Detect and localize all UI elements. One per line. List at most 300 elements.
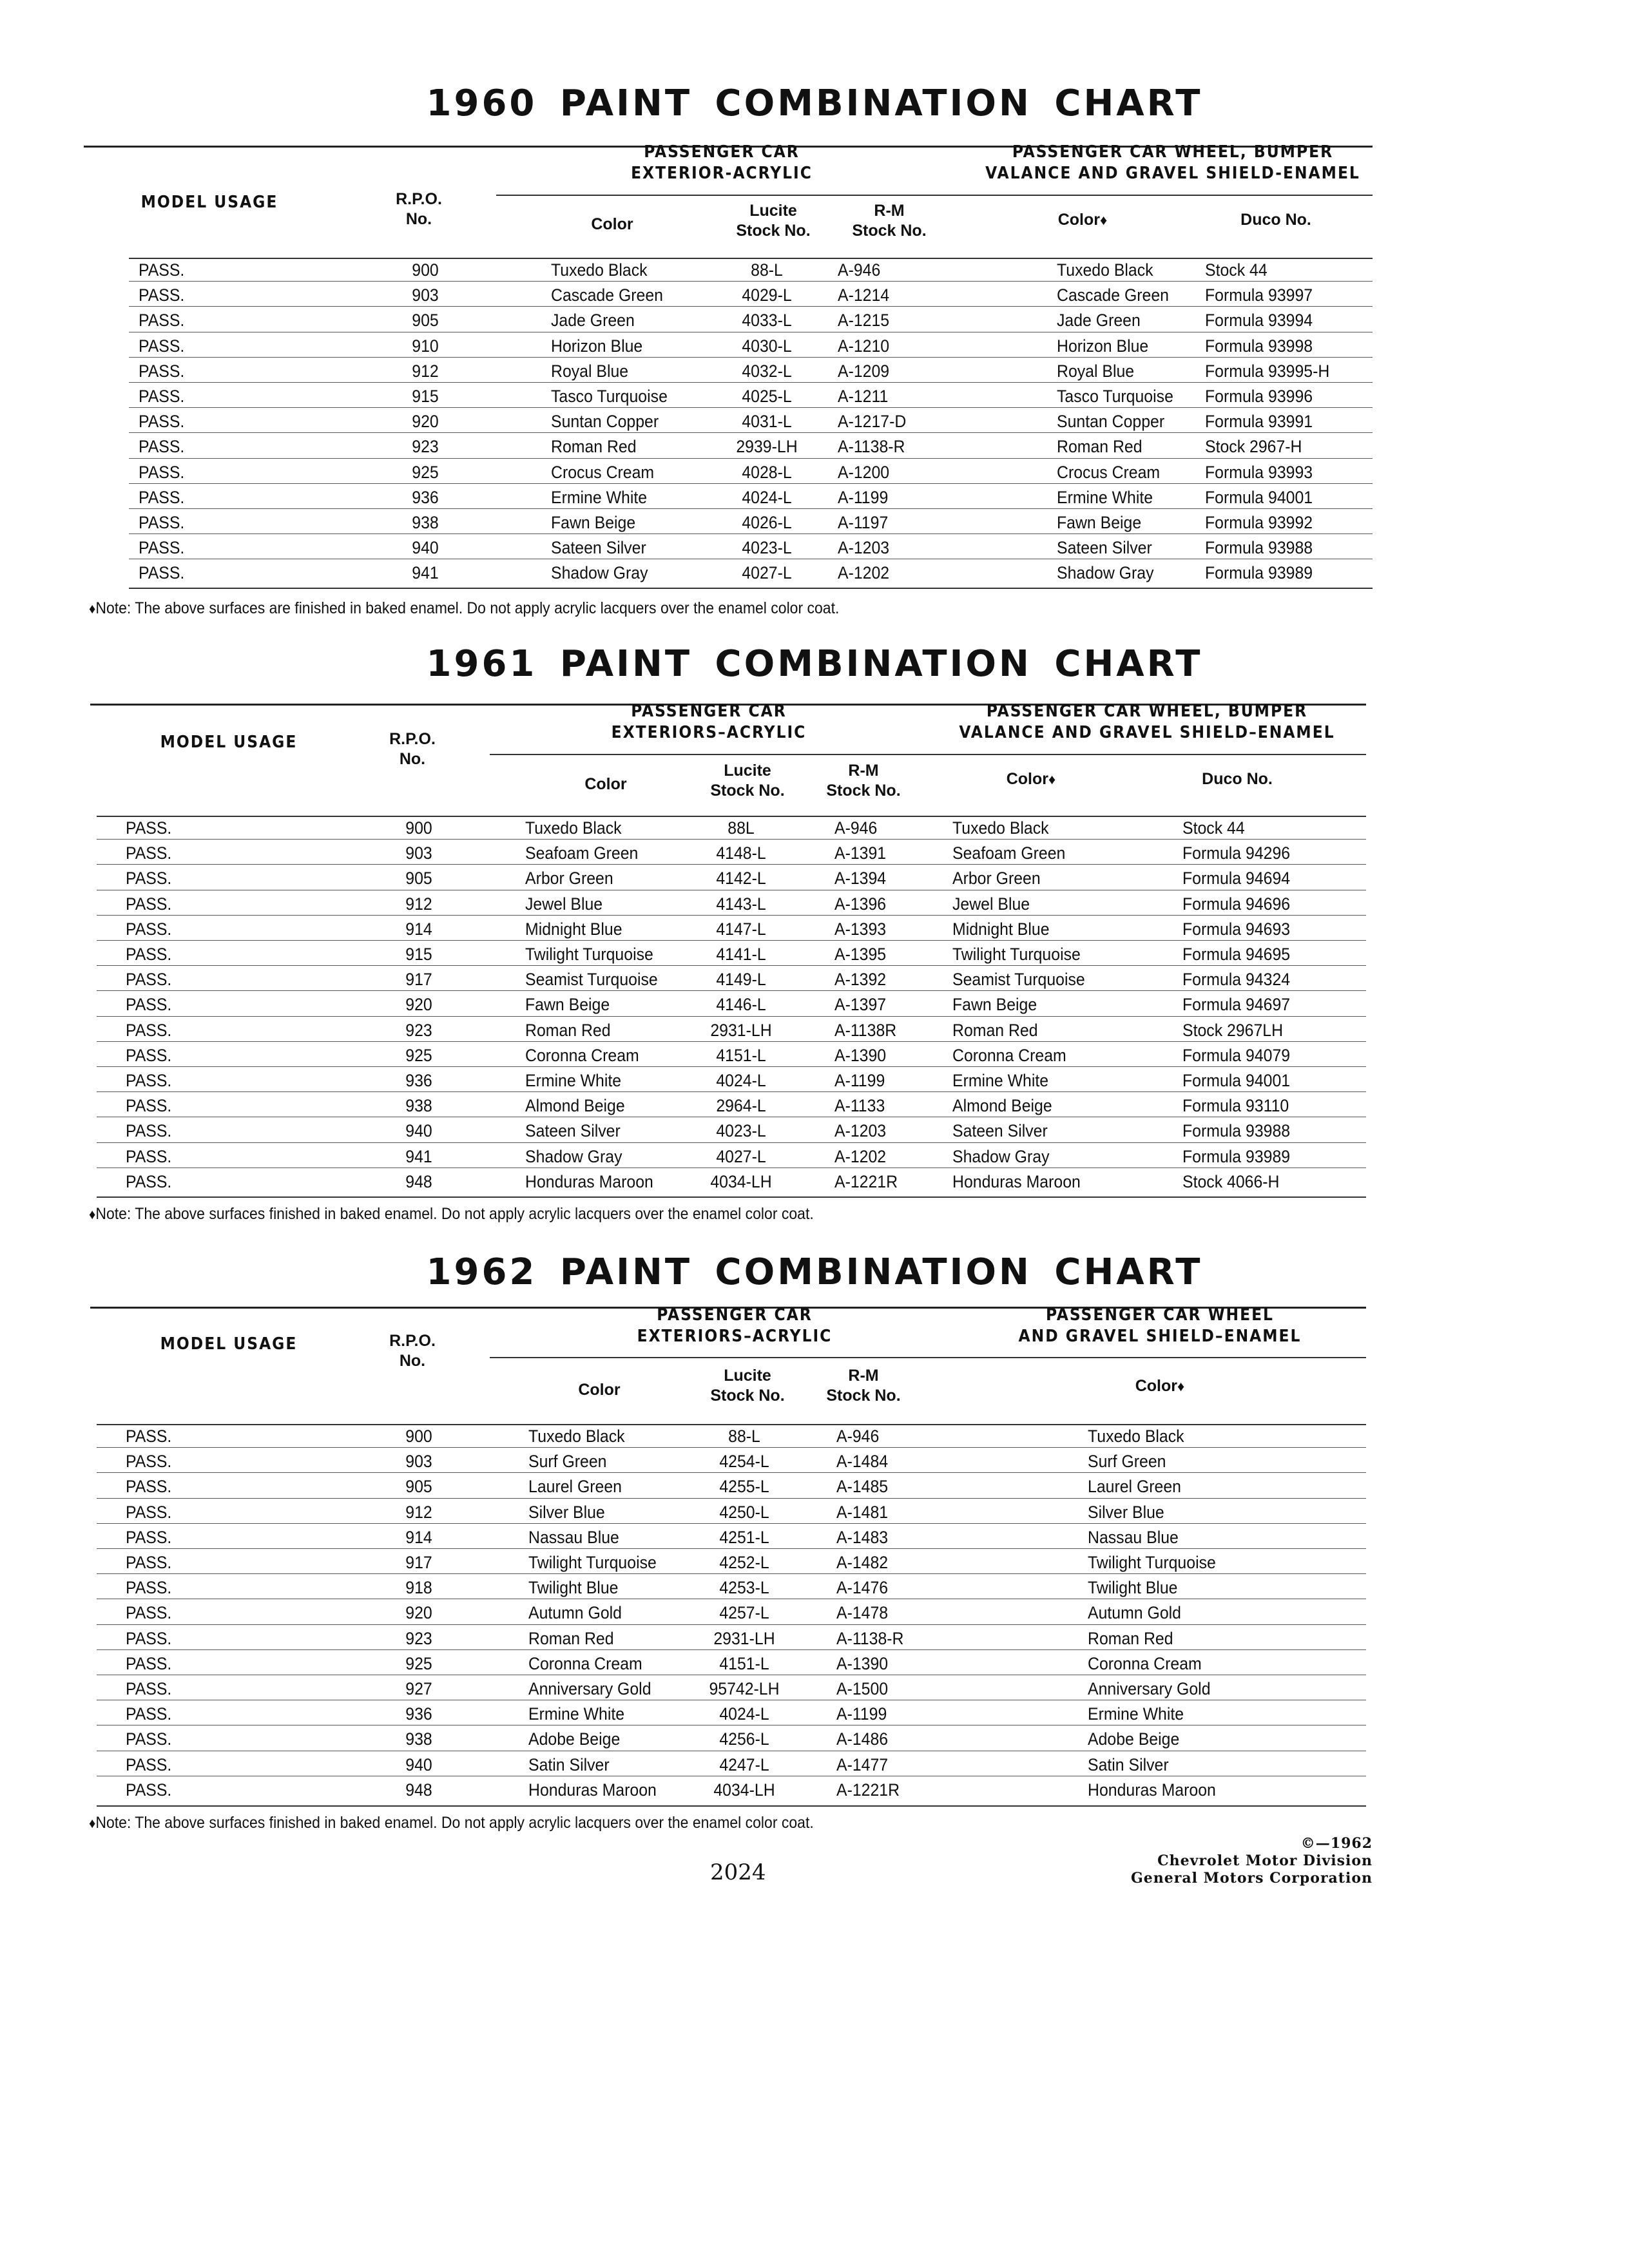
cell-rm-stock-no: A-946 — [836, 1427, 880, 1446]
divider — [97, 1805, 1366, 1807]
cell-lucite-stock-no: 4032-L — [742, 361, 792, 381]
cell-color: Seafoam Green — [525, 843, 639, 863]
cell-enamel-color: Roman Red — [1088, 1628, 1173, 1648]
cell-enamel-color: Ermine White — [952, 1071, 1049, 1090]
cell-lucite-stock-no: 4253-L — [719, 1578, 769, 1598]
cell-duco-no: Formula 94695 — [1182, 945, 1291, 964]
group-header-wheel: PASSENGER CAR WHEEL, BUMPER VALANCE AND GRAVEL SHIELD–ENAMEL — [959, 702, 1335, 742]
cell-model-usage: PASS. — [139, 336, 185, 356]
cell-rpo-no: 900 — [405, 1427, 432, 1446]
cell-rpo-no: 927 — [405, 1679, 432, 1698]
cell-lucite-stock-no: 4250-L — [719, 1502, 769, 1522]
table-row — [0, 1599, 1629, 1624]
cell-model-usage: PASS. — [126, 869, 172, 889]
cell-rpo-no: 903 — [405, 843, 432, 863]
cell-rm-stock-no: A-1209 — [838, 361, 890, 381]
cell-lucite-stock-no: 2964-L — [716, 1096, 766, 1116]
cell-model-usage: PASS. — [126, 919, 172, 939]
cell-model-usage: PASS. — [139, 311, 185, 331]
cell-rm-stock-no: A-1221R — [836, 1780, 900, 1800]
col-header-rm: R-M Stock No. — [852, 202, 927, 240]
cell-enamel-color: Anniversary Gold — [1088, 1679, 1211, 1698]
cell-enamel-color: Adobe Beige — [1088, 1729, 1180, 1749]
cell-rm-stock-no: A-1477 — [836, 1754, 889, 1774]
cell-duco-no: Stock 44 — [1182, 818, 1245, 838]
cell-model-usage: PASS. — [126, 1603, 172, 1623]
cell-duco-no: Formula 93995-H — [1205, 361, 1330, 381]
cell-enamel-color: Surf Green — [1088, 1452, 1166, 1472]
cell-model-usage: PASS. — [139, 437, 185, 457]
cell-rm-stock-no: A-1203 — [834, 1121, 887, 1141]
cell-enamel-color: Silver Blue — [1088, 1502, 1164, 1522]
cell-color: Fawn Beige — [551, 513, 636, 532]
cell-rm-stock-no: A-1395 — [834, 945, 887, 964]
diamond-icon: ♦ — [1048, 771, 1056, 787]
cell-rm-stock-no: A-1199 — [838, 487, 889, 507]
cell-rm-stock-no: A-1200 — [838, 462, 890, 482]
cell-enamel-color: Roman Red — [1057, 437, 1142, 457]
cell-model-usage: PASS. — [126, 1527, 172, 1547]
cell-enamel-color: Midnight Blue — [952, 919, 1050, 939]
cell-rm-stock-no: A-1133 — [834, 1096, 885, 1116]
cell-lucite-stock-no: 4030-L — [742, 336, 792, 356]
cell-rpo-no: 923 — [405, 1020, 432, 1040]
cell-model-usage: PASS. — [126, 818, 172, 838]
cell-color: Silver Blue — [528, 1502, 605, 1522]
cell-lucite-stock-no: 4028-L — [742, 462, 792, 482]
cell-rm-stock-no: A-1199 — [836, 1704, 887, 1724]
cell-color: Suntan Copper — [551, 412, 659, 432]
cell-model-usage: PASS. — [126, 1171, 172, 1191]
cell-color: Midnight Blue — [525, 919, 622, 939]
cell-rm-stock-no: A-1500 — [836, 1679, 889, 1698]
cell-color: Almond Beige — [525, 1096, 625, 1116]
cell-rpo-no: 938 — [412, 513, 439, 532]
cell-rpo-no: 948 — [405, 1171, 432, 1191]
cell-enamel-color: Ermine White — [1057, 487, 1153, 507]
cell-enamel-color: Twilight Turquoise — [952, 945, 1081, 964]
note: ♦Note: The above surfaces are finished in baked enamel. Do not apply acrylic lacquers over the enamel color coat. — [89, 599, 840, 617]
cell-color: Twilight Turquoise — [525, 945, 653, 964]
cell-rpo-no: 910 — [412, 336, 439, 356]
table-row — [0, 1448, 1629, 1473]
cell-lucite-stock-no: 4142-L — [716, 869, 766, 889]
cell-lucite-stock-no: 4254-L — [719, 1452, 769, 1472]
cell-duco-no: Formula 93110 — [1182, 1096, 1289, 1116]
cell-color: Twilight Turquoise — [528, 1553, 657, 1572]
cell-model-usage: PASS. — [126, 1780, 172, 1800]
col-header-color: Color — [591, 215, 633, 233]
cell-rm-stock-no: A-1476 — [836, 1578, 889, 1598]
cell-model-usage: PASS. — [126, 1146, 172, 1166]
cell-color: Roman Red — [525, 1020, 611, 1040]
group-header-wheel: PASSENGER CAR WHEEL AND GRAVEL SHIELD–ENAMEL — [1018, 1305, 1302, 1346]
cell-rpo-no: 914 — [405, 1527, 432, 1547]
cell-color: Cascade Green — [551, 285, 663, 305]
cell-color: Royal Blue — [551, 361, 629, 381]
cell-duco-no: Formula 93996 — [1205, 387, 1313, 406]
col-header-lucite: Lucite Stock No. — [736, 202, 811, 240]
table-row — [0, 1574, 1629, 1599]
cell-rpo-no: 941 — [412, 563, 439, 583]
cell-color: Satin Silver — [528, 1754, 610, 1774]
cell-model-usage: PASS. — [126, 995, 172, 1015]
cell-rpo-no: 925 — [405, 1045, 432, 1065]
cell-color: Ermine White — [528, 1704, 625, 1724]
cell-enamel-color: Arbor Green — [952, 869, 1041, 889]
cell-lucite-stock-no: 2939-LH — [736, 437, 798, 457]
cell-model-usage: PASS. — [139, 412, 185, 432]
cell-model-usage: PASS. — [139, 361, 185, 381]
cell-rpo-no: 940 — [405, 1754, 432, 1774]
cell-enamel-color: Tuxedo Black — [1057, 260, 1153, 280]
note: ♦Note: The above surfaces finished in baked enamel. Do not apply acrylic lacquers over the enamel color coat. — [89, 1814, 814, 1832]
cell-rm-stock-no: A-1478 — [836, 1603, 889, 1623]
cell-rm-stock-no: A-1210 — [838, 336, 890, 356]
cell-duco-no: Formula 93993 — [1205, 462, 1313, 482]
cell-duco-no: Formula 93994 — [1205, 311, 1313, 331]
cell-rpo-no: 941 — [405, 1146, 432, 1166]
cell-rm-stock-no: A-1197 — [838, 513, 889, 532]
cell-color: Roman Red — [528, 1628, 614, 1648]
cell-lucite-stock-no: 4024-L — [742, 487, 792, 507]
cell-rpo-no: 917 — [405, 970, 432, 990]
cell-rm-stock-no: A-1221R — [834, 1171, 898, 1191]
cell-rpo-no: 900 — [405, 818, 432, 838]
cell-lucite-stock-no: 4256-L — [719, 1729, 769, 1749]
cell-rm-stock-no: A-1138-R — [836, 1628, 904, 1648]
cell-enamel-color: Ermine White — [1088, 1704, 1184, 1724]
cell-enamel-color: Sateen Silver — [952, 1121, 1048, 1141]
col-header-lucite: Lucite Stock No. — [710, 1367, 785, 1405]
cell-color: Autumn Gold — [528, 1603, 622, 1623]
cell-rpo-no: 900 — [412, 260, 439, 280]
col-header-model-usage: MODEL USAGE — [160, 1334, 298, 1354]
cell-model-usage: PASS. — [139, 387, 185, 406]
table-row — [0, 1725, 1629, 1751]
table-row — [0, 1776, 1629, 1802]
cell-rpo-no: 915 — [412, 387, 439, 406]
cell-lucite-stock-no: 4255-L — [719, 1477, 769, 1497]
col-header-rpo: R.P.O. No. — [389, 730, 436, 768]
cell-model-usage: PASS. — [126, 1477, 172, 1497]
col-header-lucite: Lucite Stock No. — [710, 762, 785, 800]
cell-color: Coronna Cream — [525, 1045, 639, 1065]
cell-rpo-no: 940 — [405, 1121, 432, 1141]
cell-enamel-color: Laurel Green — [1088, 1477, 1182, 1497]
cell-lucite-stock-no: 4148-L — [716, 843, 766, 863]
cell-color: Adobe Beige — [528, 1729, 621, 1749]
chart-title: 1962 PAINT COMBINATION CHART — [426, 1251, 1203, 1293]
cell-duco-no: Formula 94001 — [1182, 1071, 1291, 1090]
cell-model-usage: PASS. — [126, 970, 172, 990]
table-row — [0, 1625, 1629, 1650]
cell-enamel-color: Tasco Turquoise — [1057, 387, 1173, 406]
cell-enamel-color: Horizon Blue — [1057, 336, 1149, 356]
table-row — [0, 1549, 1629, 1574]
cell-lucite-stock-no: 4023-L — [716, 1121, 766, 1141]
cell-lucite-stock-no: 95742-LH — [709, 1679, 780, 1698]
cell-model-usage: PASS. — [126, 894, 172, 914]
cell-rm-stock-no: A-1215 — [838, 311, 890, 331]
cell-rm-stock-no: A-1390 — [834, 1045, 887, 1065]
cell-model-usage: PASS. — [139, 563, 185, 583]
cell-color: Nassau Blue — [528, 1527, 619, 1547]
cell-lucite-stock-no: 4026-L — [742, 513, 792, 532]
diamond-icon: ♦ — [89, 1815, 96, 1831]
cell-rm-stock-no: A-1397 — [834, 995, 887, 1015]
cell-model-usage: PASS. — [126, 1121, 172, 1141]
cell-lucite-stock-no: 4027-L — [742, 563, 792, 583]
cell-lucite-stock-no: 4025-L — [742, 387, 792, 406]
cell-model-usage: PASS. — [126, 843, 172, 863]
cell-enamel-color: Shadow Gray — [1057, 563, 1154, 583]
cell-model-usage: PASS. — [126, 1071, 172, 1090]
cell-duco-no: Formula 93997 — [1205, 285, 1313, 305]
cell-enamel-color: Roman Red — [952, 1020, 1038, 1040]
cell-rpo-no: 903 — [412, 285, 439, 305]
cell-model-usage: PASS. — [139, 462, 185, 482]
cell-rpo-no: 912 — [405, 1502, 432, 1522]
cell-rm-stock-no: A-1214 — [838, 285, 890, 305]
cell-color: Sateen Silver — [551, 538, 646, 558]
cell-enamel-color: Royal Blue — [1057, 361, 1135, 381]
cell-color: Jewel Blue — [525, 894, 603, 914]
cell-rm-stock-no: A-1394 — [834, 869, 887, 889]
diamond-icon: ♦ — [1177, 1378, 1185, 1394]
cell-duco-no: Formula 93989 — [1205, 563, 1313, 583]
cell-model-usage: PASS. — [126, 1754, 172, 1774]
chart-title: 1960 PAINT COMBINATION CHART — [426, 82, 1203, 124]
cell-color: Tuxedo Black — [525, 818, 622, 838]
cell-lucite-stock-no: 4027-L — [716, 1146, 766, 1166]
cell-model-usage: PASS. — [139, 260, 185, 280]
col-header-rm: R-M Stock No. — [826, 1367, 901, 1405]
col-header-rpo: R.P.O. No. — [396, 190, 442, 228]
group-header-exterior: PASSENGER CAR EXTERIORS–ACRYLIC — [611, 702, 807, 742]
note: ♦Note: The above surfaces finished in baked enamel. Do not apply acrylic lacquers over the enamel color coat. — [89, 1205, 814, 1223]
cell-model-usage: PASS. — [126, 1096, 172, 1116]
cell-model-usage: PASS. — [126, 1502, 172, 1522]
table-row — [0, 1499, 1629, 1524]
cell-color: Laurel Green — [528, 1477, 622, 1497]
cell-duco-no: Formula 94696 — [1182, 894, 1291, 914]
chart-title: 1961 PAINT COMBINATION CHART — [426, 643, 1203, 685]
cell-enamel-color: Coronna Cream — [1088, 1653, 1202, 1673]
table-row — [0, 1700, 1629, 1725]
cell-color: Ermine White — [551, 487, 648, 507]
cell-rm-stock-no: A-1396 — [834, 894, 887, 914]
cell-lucite-stock-no: 4034-LH — [710, 1171, 772, 1191]
cell-rpo-no: 925 — [412, 462, 439, 482]
cell-enamel-color: Jewel Blue — [952, 894, 1030, 914]
cell-lucite-stock-no: 4149-L — [716, 970, 766, 990]
cell-rpo-no: 914 — [405, 919, 432, 939]
cell-enamel-color: Twilight Blue — [1088, 1578, 1178, 1598]
cell-lucite-stock-no: 2931-LH — [710, 1020, 772, 1040]
cell-model-usage: PASS. — [126, 1628, 172, 1648]
page-number: 2024 — [710, 1860, 766, 1885]
cell-lucite-stock-no: 4147-L — [716, 919, 766, 939]
cell-lucite-stock-no: 4151-L — [719, 1653, 769, 1673]
cell-model-usage: PASS. — [126, 1578, 172, 1598]
cell-color: Shadow Gray — [525, 1146, 622, 1166]
diamond-icon: ♦ — [1100, 212, 1108, 228]
cell-rpo-no: 923 — [405, 1628, 432, 1648]
cell-enamel-color: Suntan Copper — [1057, 412, 1165, 432]
cell-color: Crocus Cream — [551, 462, 655, 482]
cell-rm-stock-no: A-1392 — [834, 970, 887, 990]
group-header-exterior: PASSENGER CAR EXTERIORS–ACRYLIC — [637, 1305, 833, 1346]
cell-color: Arbor Green — [525, 869, 613, 889]
cell-duco-no: Formula 93998 — [1205, 336, 1313, 356]
table-row — [0, 1423, 1629, 1448]
cell-color: Sateen Silver — [525, 1121, 621, 1141]
cell-rpo-no: 920 — [405, 995, 432, 1015]
col-header-rm: R-M Stock No. — [826, 762, 901, 800]
cell-enamel-color: Cascade Green — [1057, 285, 1169, 305]
cell-rpo-no: 915 — [405, 945, 432, 964]
cell-enamel-color: Autumn Gold — [1088, 1603, 1181, 1623]
divider — [490, 1357, 1366, 1358]
cell-rm-stock-no: A-1138-R — [838, 437, 905, 457]
table-row — [0, 1675, 1629, 1700]
cell-model-usage: PASS. — [139, 513, 185, 532]
cell-rpo-no: 918 — [405, 1578, 432, 1598]
cell-color: Anniversary Gold — [528, 1679, 651, 1698]
cell-lucite-stock-no: 4143-L — [716, 894, 766, 914]
cell-color: Shadow Gray — [551, 563, 648, 583]
cell-model-usage: PASS. — [139, 538, 185, 558]
cell-rpo-no: 938 — [405, 1096, 432, 1116]
cell-duco-no: Formula 94079 — [1182, 1045, 1291, 1065]
cell-rm-stock-no: A-1486 — [836, 1729, 889, 1749]
cell-duco-no: Formula 94697 — [1182, 995, 1291, 1015]
cell-duco-no: Stock 4066-H — [1182, 1171, 1280, 1191]
cell-lucite-stock-no: 4252-L — [719, 1553, 769, 1572]
cell-color: Tasco Turquoise — [551, 387, 668, 406]
cell-rm-stock-no: A-1484 — [836, 1452, 889, 1472]
cell-color: Tuxedo Black — [528, 1427, 625, 1446]
cell-lucite-stock-no: 4031-L — [742, 412, 792, 432]
cell-lucite-stock-no: 4024-L — [716, 1071, 766, 1090]
cell-lucite-stock-no: 88L — [728, 818, 755, 838]
cell-rm-stock-no: A-1390 — [836, 1653, 889, 1673]
col-header-color-enamel: Color♦ — [1135, 1377, 1185, 1395]
cell-duco-no: Formula 93988 — [1182, 1121, 1291, 1141]
cell-rm-stock-no: A-1485 — [836, 1477, 889, 1497]
col-header-color: Color — [584, 775, 627, 793]
cell-duco-no: Formula 94694 — [1182, 869, 1291, 889]
cell-enamel-color: Honduras Maroon — [1088, 1780, 1216, 1800]
cell-color: Coronna Cream — [528, 1653, 642, 1673]
cell-rpo-no: 905 — [405, 869, 432, 889]
cell-lucite-stock-no: 4247-L — [719, 1754, 769, 1774]
cell-duco-no: Formula 93988 — [1205, 538, 1313, 558]
cell-duco-no: Formula 94693 — [1182, 919, 1291, 939]
cell-enamel-color: Honduras Maroon — [952, 1171, 1081, 1191]
cell-enamel-color: Satin Silver — [1088, 1754, 1169, 1774]
cell-enamel-color: Seafoam Green — [952, 843, 1066, 863]
cell-rpo-no: 948 — [405, 1780, 432, 1800]
cell-enamel-color: Coronna Cream — [952, 1045, 1066, 1065]
cell-model-usage: PASS. — [126, 1729, 172, 1749]
cell-lucite-stock-no: 4257-L — [719, 1603, 769, 1623]
cell-color: Ermine White — [525, 1071, 622, 1090]
cell-enamel-color: Crocus Cream — [1057, 462, 1161, 482]
cell-duco-no: Stock 44 — [1205, 260, 1268, 280]
cell-rpo-no: 917 — [405, 1553, 432, 1572]
cell-lucite-stock-no: 4029-L — [742, 285, 792, 305]
table-row — [0, 1524, 1629, 1549]
cell-rm-stock-no: A-946 — [834, 818, 878, 838]
cell-duco-no: Formula 93991 — [1205, 412, 1313, 432]
cell-lucite-stock-no: 88-L — [751, 260, 783, 280]
col-header-color: Color — [578, 1381, 621, 1399]
cell-model-usage: PASS. — [126, 1452, 172, 1472]
cell-color: Honduras Maroon — [525, 1171, 653, 1191]
cell-duco-no: Formula 93992 — [1205, 513, 1313, 532]
cell-duco-no: Formula 94324 — [1182, 970, 1291, 990]
cell-duco-no: Formula 94001 — [1205, 487, 1313, 507]
cell-model-usage: PASS. — [126, 945, 172, 964]
cell-rpo-no: 912 — [412, 361, 439, 381]
cell-enamel-color: Shadow Gray — [952, 1146, 1050, 1166]
cell-rpo-no: 925 — [405, 1653, 432, 1673]
cell-enamel-color: Nassau Blue — [1088, 1527, 1179, 1547]
cell-lucite-stock-no: 2931-LH — [713, 1628, 775, 1648]
cell-rpo-no: 920 — [405, 1603, 432, 1623]
cell-rm-stock-no: A-1202 — [838, 563, 890, 583]
cell-rpo-no: 940 — [412, 538, 439, 558]
cell-rm-stock-no: A-1202 — [834, 1146, 887, 1166]
cell-rpo-no: 905 — [412, 311, 439, 331]
col-header-model-usage: MODEL USAGE — [160, 733, 298, 752]
copyright: ©—1962 — [1300, 1835, 1373, 1852]
cell-lucite-stock-no: 4034-LH — [713, 1780, 775, 1800]
col-header-duco: Duco No. — [1240, 211, 1311, 229]
cell-lucite-stock-no: 4024-L — [719, 1704, 769, 1724]
cell-duco-no: Formula 94296 — [1182, 843, 1291, 863]
cell-rm-stock-no: A-1391 — [834, 843, 887, 863]
cell-rm-stock-no: A-1483 — [836, 1527, 889, 1547]
cell-color: Seamist Turquoise — [525, 970, 658, 990]
cell-lucite-stock-no: 88-L — [728, 1427, 760, 1446]
diamond-icon: ♦ — [89, 601, 96, 617]
table-row — [0, 1650, 1629, 1675]
cell-color: Honduras Maroon — [528, 1780, 657, 1800]
cell-color: Jade Green — [551, 311, 635, 331]
cell-enamel-color: Tuxedo Black — [952, 818, 1049, 838]
cell-model-usage: PASS. — [126, 1045, 172, 1065]
publisher-credit: ©—1962 Chevrolet Motor Division General Motors Corporation — [1044, 1835, 1373, 1887]
cell-rm-stock-no: A-1211 — [838, 387, 889, 406]
cell-color: Fawn Beige — [525, 995, 610, 1015]
cell-lucite-stock-no: 4141-L — [716, 945, 766, 964]
cell-rpo-no: 903 — [405, 1452, 432, 1472]
cell-model-usage: PASS. — [139, 285, 185, 305]
cell-color: Horizon Blue — [551, 336, 643, 356]
col-header-color-enamel: Color♦ — [1057, 211, 1108, 229]
cell-enamel-color: Seamist Turquoise — [952, 970, 1085, 990]
cell-rm-stock-no: A-1217-D — [838, 412, 907, 432]
cell-rpo-no: 936 — [405, 1704, 432, 1724]
cell-rpo-no: 938 — [405, 1729, 432, 1749]
cell-model-usage: PASS. — [126, 1427, 172, 1446]
cell-rpo-no: 920 — [412, 412, 439, 432]
col-header-duco: Duco No. — [1202, 770, 1273, 788]
cell-rpo-no: 905 — [405, 1477, 432, 1497]
